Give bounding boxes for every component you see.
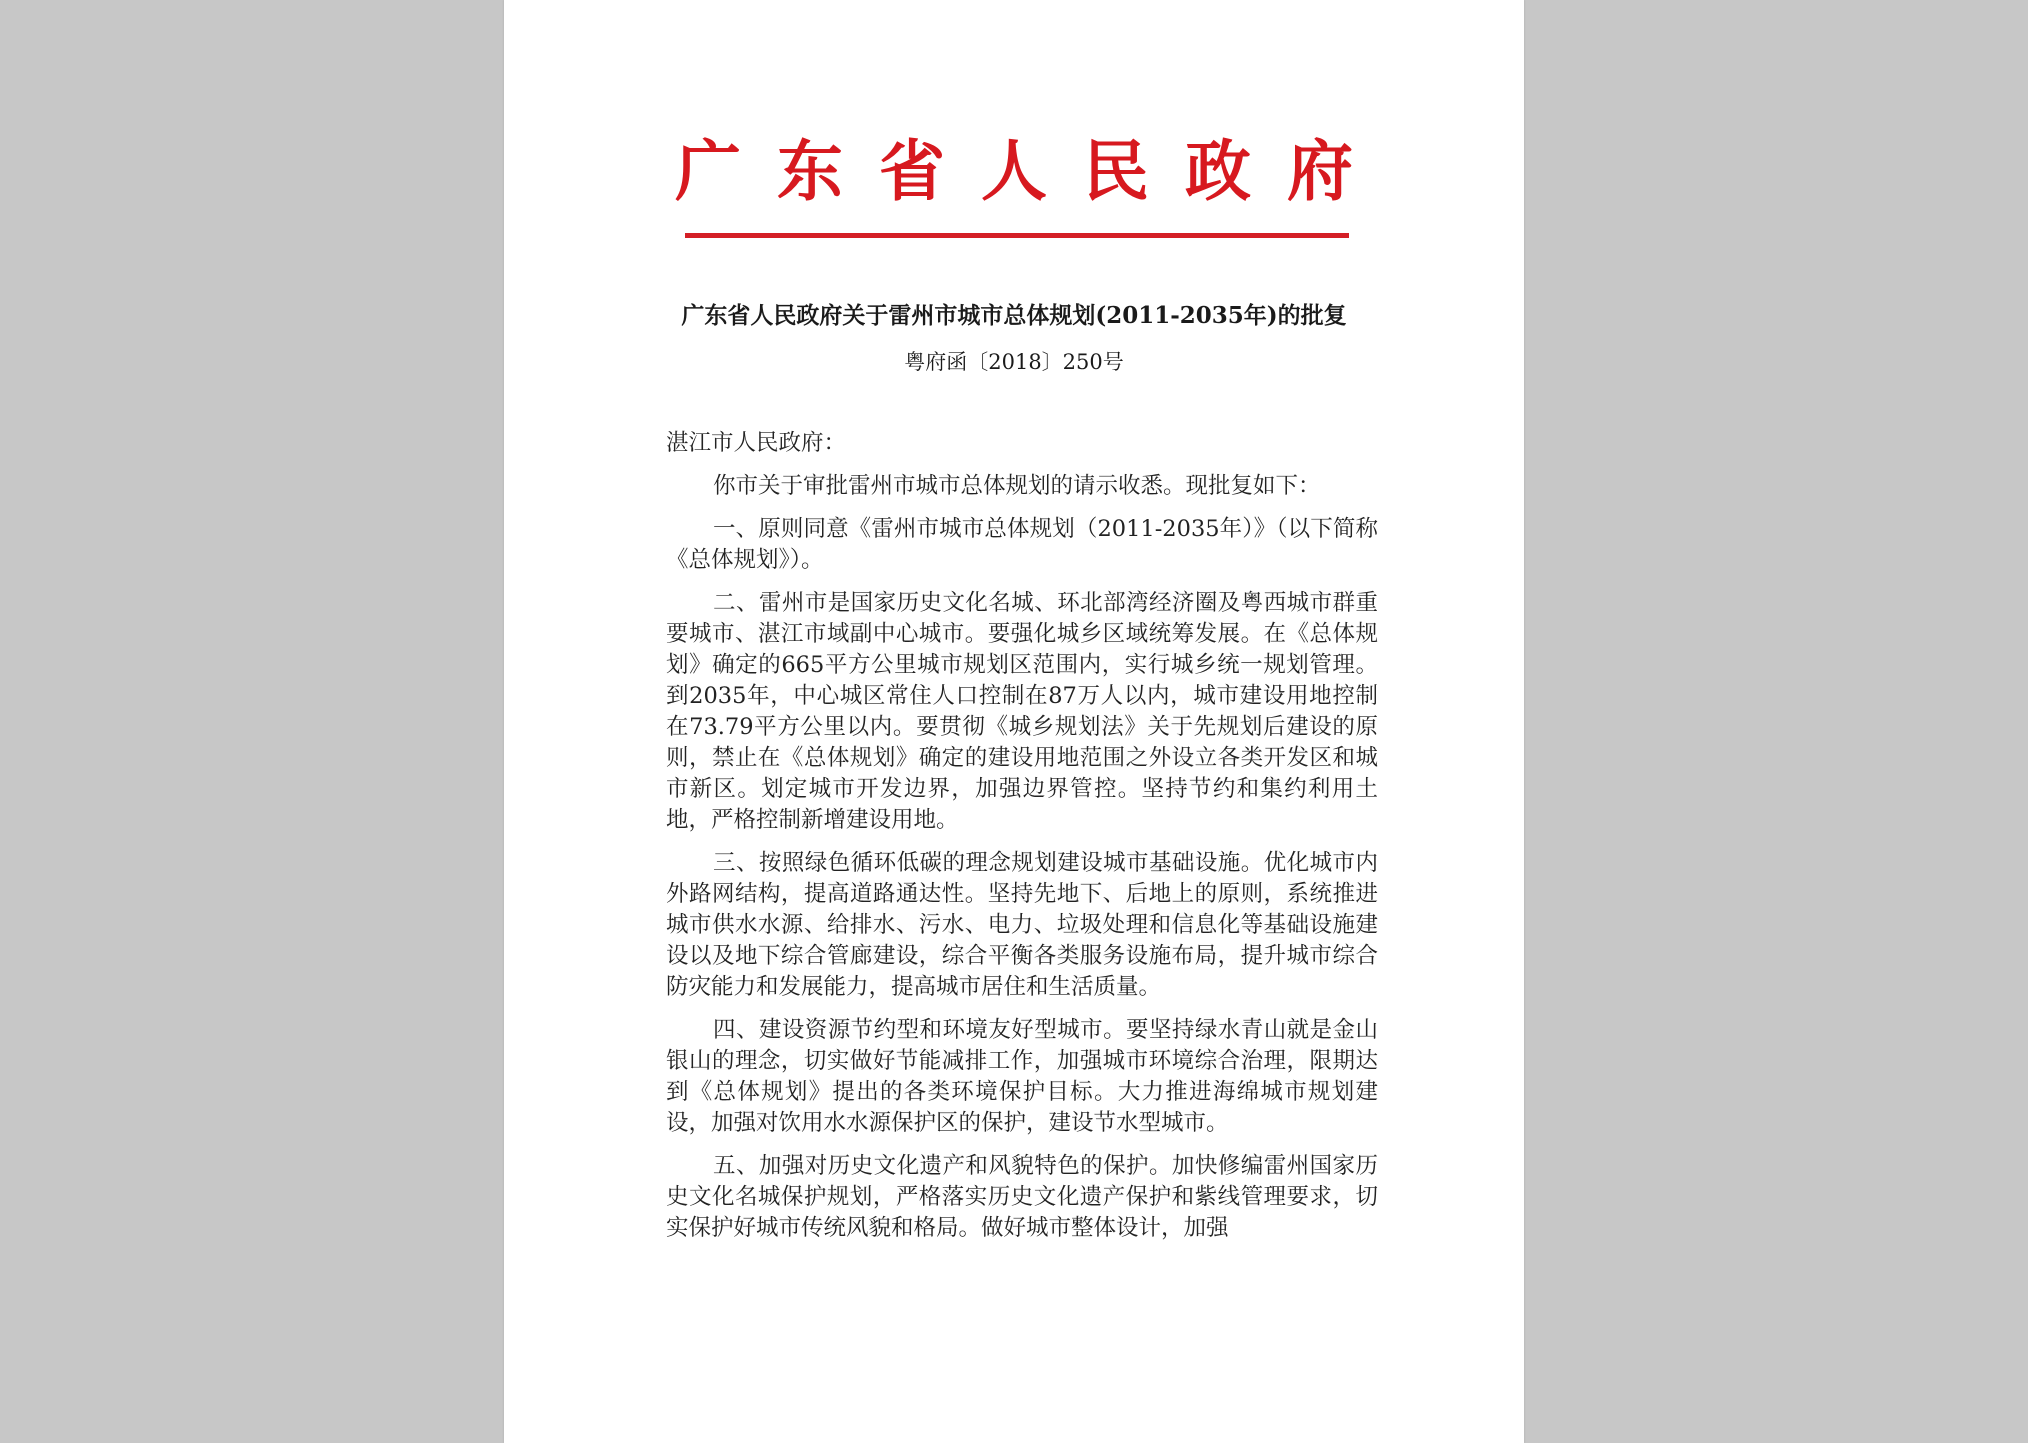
salutation: 湛江市人民政府： (666, 430, 847, 456)
paragraph: 你市关于审批雷州市城市总体规划的请示收悉。现批复如下： (713, 473, 1321, 499)
document-title: 广东省人民政府关于雷州市城市总体规划(2011-2035年)的批复 (681, 302, 1347, 329)
document-page (504, 0, 1524, 1443)
masthead-red-rule (685, 233, 1349, 238)
document-body (666, 428, 1378, 1256)
paragraph: 五、加强对历史文化遗产和风貌特色的保护。加快修编雷州国家历史文化名城保护规划，严格落实历史文化遗产保护和紫线管理要求，切实保护好城市传统风貌和格局。做好城市整体设计，加强 (666, 1153, 1378, 1241)
masthead-issuer: 广东省人民政府 (675, 132, 1389, 210)
paragraph: 一、原则同意《雷州市城市总体规划（2011-2035年）》（以下简称《总体规划》）。 (666, 516, 1378, 573)
paragraph: 三、按照绿色循环低碳的理念规划建设城市基础设施。优化城市内外路网结构，提高道路通达性。坚持先地下、后地上的原则，系统推进城市供水水源、给排水、污水、电力、垃圾处理和信息化等基础设施建设以及地下综合管廊建设，综合平衡各类服务设施布局，提升城市综合防灾能力和发展能力，提高城市居住和生活质量。 (666, 850, 1378, 1000)
paragraph: 四、建设资源节约型和环境友好型城市。要坚持绿水青山就是金山银山的理念，切实做好节能减排工作，加强城市环境综合治理，限期达到《总体规划》提出的各类环境保护目标。大力推进海绵城市规划建设，加强对饮用水水源保护区的保护，建设节水型城市。 (666, 1017, 1378, 1136)
document-number: 粤府函〔2018〕250号 (904, 350, 1124, 374)
paragraph: 二、雷州市是国家历史文化名城、环北部湾经济圈及粤西城市群重要城市、湛江市域副中心城市。要强化城乡区域统筹发展。在《总体规划》确定的665平方公里城市规划区范围内，实行城乡统一规划管理。到2035年，中心城区常住人口控制在87万人以内，城市建设用地控制在73.79平方公里以内。要贯彻《城乡规划法》关于先规划后建设的原则，禁止在《总体规划》确定的建设用地范围之外设立各类开发区和城市新区。划定城市开发边界，加强边界管控。坚持节约和集约利用土地，严格控制新增建设用地。 (666, 590, 1378, 833)
